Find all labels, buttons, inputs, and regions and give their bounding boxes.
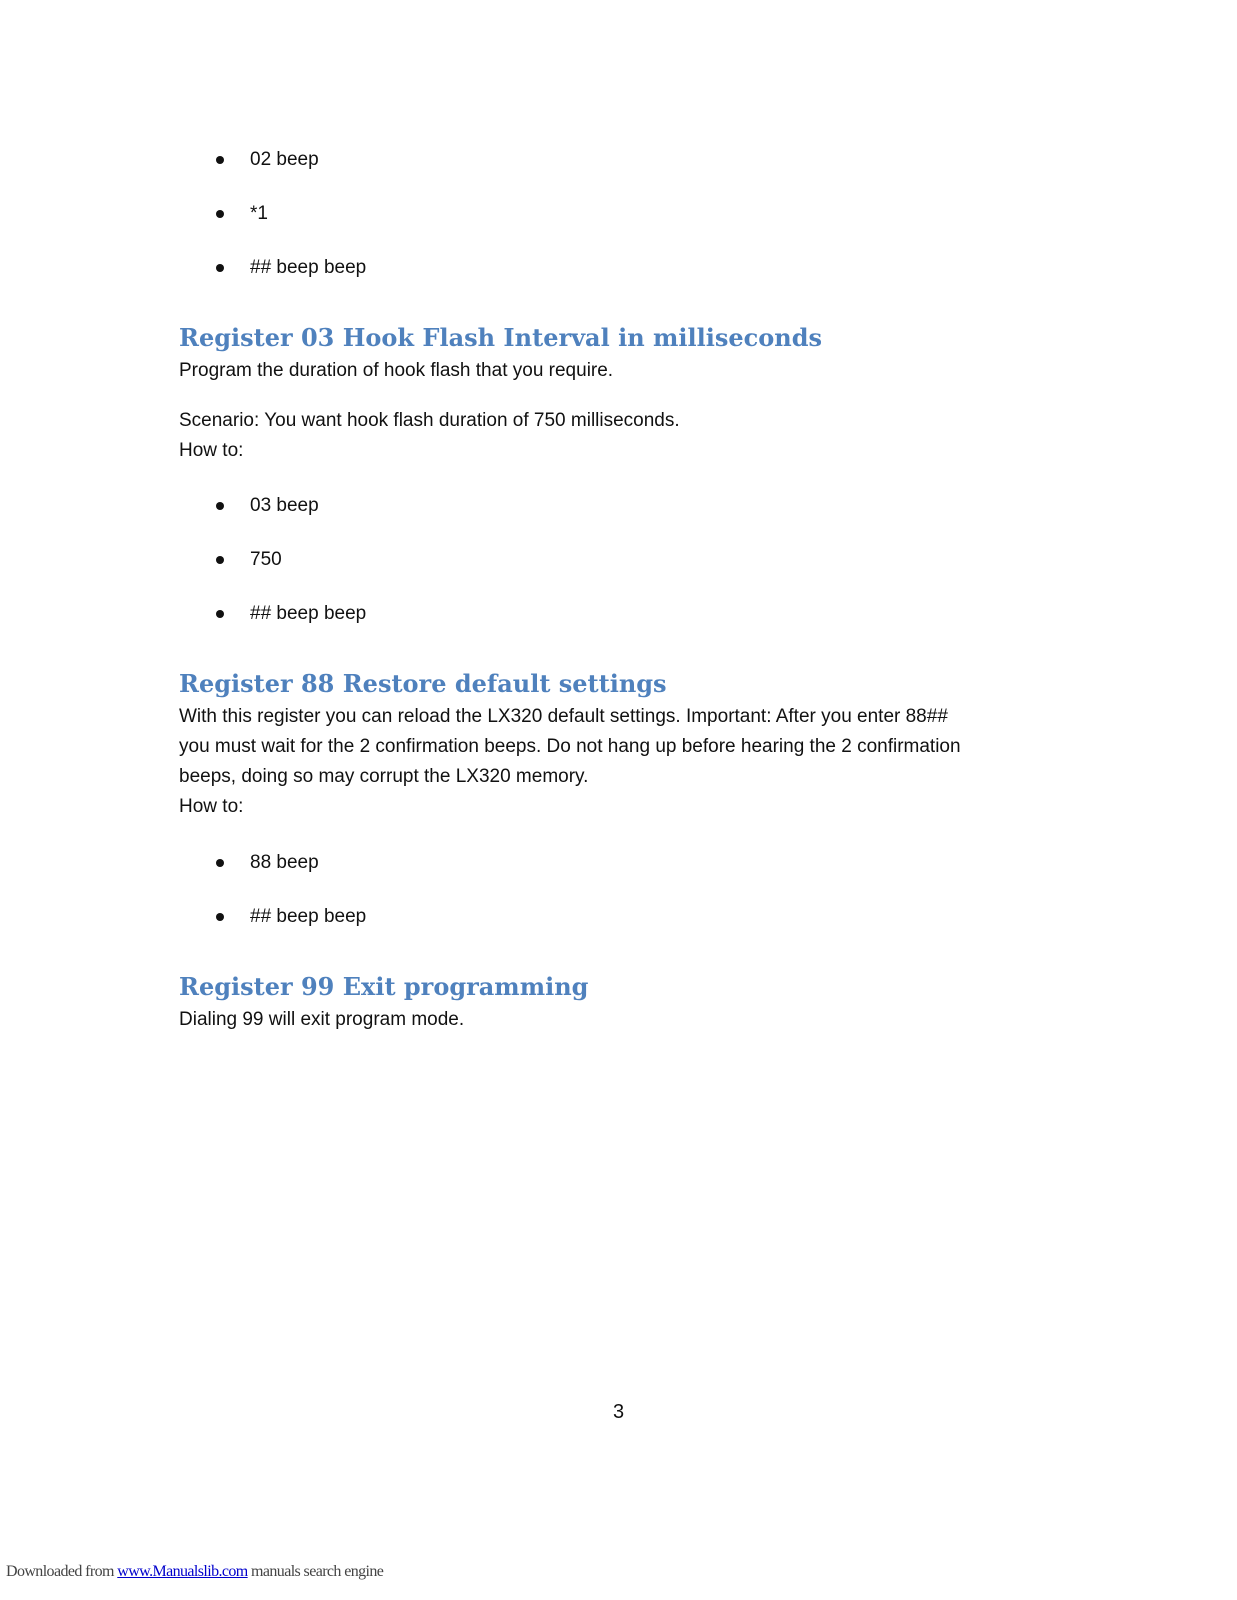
bullet-icon (216, 502, 224, 510)
bullet-icon (216, 156, 224, 164)
list-item-text: 03 beep (250, 495, 319, 516)
bullet-icon (216, 610, 224, 618)
bullet-icon (216, 264, 224, 272)
list-item-text: 02 beep (250, 149, 319, 170)
register-03-description: Program the duration of hook flash that you require. (179, 360, 614, 381)
register-03-heading: Register 03 Hook Flash Interval in milliseconds (179, 323, 823, 352)
manualslib-link[interactable]: www.Manualslib.com (117, 1563, 248, 1580)
footer-suffix: manuals search engine (247, 1563, 384, 1580)
register-99-description: Dialing 99 will exit program mode. (179, 1009, 465, 1030)
bullet-icon (216, 913, 224, 921)
how-to-label: How to: (179, 440, 244, 461)
scenario-text: Scenario: You want hook flash duration of 750 milliseconds. (179, 410, 680, 431)
list-item-text: ## beep beep (250, 906, 367, 927)
footer-prefix: Downloaded from (6, 1563, 118, 1580)
list-item-text: *1 (250, 203, 268, 224)
register-99-heading: Register 99 Exit programming (179, 972, 589, 1001)
list-item-text: ## beep beep (250, 257, 367, 278)
bullet-icon (216, 556, 224, 564)
list-item-text: 750 (250, 549, 282, 570)
register-03-scenario (179, 406, 1039, 466)
list-item-text: ## beep beep (250, 603, 367, 624)
description-line: you must wait for the 2 confirmation beeps. Do not hang up before hearing the 2 confirmation (179, 736, 961, 757)
list-item-text: 88 beep (250, 852, 319, 873)
register-88-description (179, 702, 1039, 822)
description-line: beeps, doing so may corrupt the LX320 memory. (179, 766, 589, 787)
how-to-label: How to: (179, 796, 244, 817)
download-footer (6, 1562, 383, 1582)
page-number: 3 (612, 1401, 625, 1423)
description-line: With this register you can reload the LX320 default settings. Important: After you enter 88## (179, 706, 948, 727)
register-88-heading: Register 88 Restore default settings (179, 669, 667, 698)
bullet-icon (216, 859, 224, 867)
bullet-icon (216, 210, 224, 218)
